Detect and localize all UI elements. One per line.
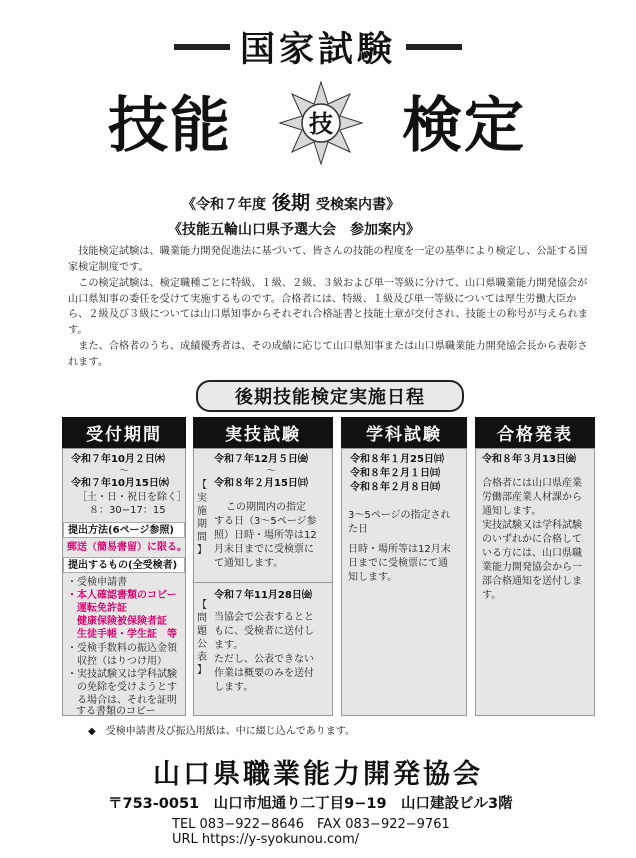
uketsuke-hours2: ８：30−17：15: [89, 505, 166, 516]
subtitle-big: 後期: [272, 192, 311, 214]
jitsugi-date2: 令和８年２月15日㈰: [214, 478, 308, 489]
column-uketsuke: [62, 448, 186, 716]
subtitle-line2: 《技能五輪山口県予選大会 参加案内》: [168, 222, 420, 238]
jitsugi-divider: [194, 582, 332, 583]
column-head-uketsuke: 受付期間: [62, 417, 186, 448]
uketsuke-date1: 令和７年10月２日㈭: [71, 454, 165, 465]
emblem-char: 技: [309, 110, 333, 138]
binding-note: ◆ 受検申請書及び振込用紙は、中に綴じ込んであります。: [88, 726, 355, 737]
jitsugi-desc1: 月末日までに受検票に: [214, 544, 314, 555]
items-band: [63, 557, 185, 573]
uketsuke-item: する書類のコピー: [76, 706, 156, 717]
uketsuke-item: 生徒手帳・学生証 等: [77, 629, 177, 640]
gakka-date: 令和８年２月１日㈰: [350, 468, 440, 479]
address: 〒753-0051 山口市旭通り二丁目9−19 山口建設ビル3階: [108, 796, 513, 812]
gokaku-desc: す。: [482, 590, 502, 601]
column-head-jitsugi: 実技試験: [193, 417, 333, 448]
kokka-text: 国家試験: [239, 30, 396, 70]
uketsuke-item: ・受検申請書: [67, 577, 127, 588]
jitsugi-desc2: ます。: [214, 640, 244, 651]
gakka-desc2: 知します。: [348, 572, 398, 583]
gakka-date: 令和８年２月８日㈰: [350, 482, 440, 493]
kokka-bar-left: [174, 44, 230, 50]
uketsuke-item: 運転免許証: [77, 603, 127, 614]
gakka-date: 令和８年１月25日㈰: [350, 454, 444, 465]
jitsugi-desc2: します。: [214, 682, 254, 693]
column-gokaku: [475, 448, 595, 716]
org-name: 山口県職業能力開発協会: [153, 759, 483, 790]
kokka-heading: [0, 24, 636, 70]
uketsuke-item: ・受検手数料の振込金領: [67, 643, 177, 654]
column-gakka: [341, 448, 467, 716]
gokaku-desc: 業能力開発協会から一: [482, 562, 582, 573]
skill-emblem-icon: [278, 80, 364, 166]
jitsugi-desc1: 照）日時・場所等は12: [214, 530, 317, 541]
uketsuke-item: る場合は、それを証明: [77, 695, 177, 706]
method-band: [63, 522, 185, 538]
column-jitsugi: [193, 448, 333, 716]
jitsugi-tilde: ～: [266, 466, 276, 477]
gakka-desc2: 日までに受検票にて通: [348, 558, 448, 569]
intro-paragraph-3: また、合格者のうち、成績優秀者は、その成績に応じて山口県知事または山口県職業能力開発協会長から表彰されます。: [68, 341, 588, 368]
column-head-gokaku: 合格発表: [475, 417, 595, 448]
uketsuke-item: の免除を受けようとす: [77, 682, 177, 693]
uketsuke-item: 健康保険被保険者証: [77, 616, 167, 627]
uketsuke-items-head: 提出するもの(全受検者): [68, 560, 178, 571]
jitsugi-desc1: この期間内の指定: [226, 502, 306, 513]
uketsuke-date2: 令和７年10月15日㈬: [71, 478, 169, 489]
uketsuke-tilde: ～: [119, 466, 129, 477]
title-left: 技能: [108, 91, 232, 161]
uketsuke-method: 提出方法(6ページ参照): [68, 525, 174, 536]
jitsugi-desc1: て通知します。: [214, 558, 284, 569]
gakka-desc1: た日: [348, 524, 368, 535]
title-right: 検定: [402, 91, 526, 161]
gokaku-desc: 実技試験又は学科試験: [482, 520, 582, 531]
kokka-bar-right: [406, 44, 462, 50]
intro-paragraph-1: 技能検定試験は、職業能力開発促進法に基づいて、皆さんの技能の程度を一定の基準により検定し、公証する国家検定制度です。: [68, 246, 588, 273]
tel-fax: TEL 083−922−8646 FAX 083−922−9761: [172, 817, 450, 832]
uketsuke-item: ・本人確認書類のコピー: [67, 590, 177, 601]
uketsuke-item: ・実技試験又は学科試験: [67, 669, 177, 680]
uketsuke-method-note: 郵送（簡易書留）に限る。: [67, 542, 187, 553]
uketsuke-hours1: ［土・日・祝日を除く］: [77, 492, 187, 503]
gokaku-desc: のいずれかに合格して: [482, 534, 582, 545]
jitsugi-date1: 令和７年12月５日㈮: [214, 454, 308, 465]
jitsugi-desc2: 当協会で公表するとと: [214, 612, 314, 623]
jitsugi-desc2: 作業は概要のみを送付: [214, 668, 314, 679]
subtitle-post: 受検案内書》: [316, 197, 401, 213]
gakka-desc1: 3～5ページの指定され: [348, 510, 451, 521]
gokaku-desc: 通知します。: [482, 506, 542, 517]
jitsugi-date3: 令和７年11月28日㈮: [214, 590, 312, 601]
intro-paragraph-2: この検定試験は、検定職種ごとに特級、１級、２級、３級および単一等級に分けて、山口県職業能力開発協会が山口県知事の委任を受けて実施するものです。合格者には、特級、１級及び単一等級については厚生労働大臣から、２級及び３級については山口県知事からそれぞれ合格証書と技能士章が交付され、技能士の称号が与えられます。: [68, 278, 588, 336]
jitsugi-desc2: もに、受検者に送付し: [214, 626, 314, 637]
gokaku-desc: いる方には、山口県職: [482, 548, 582, 559]
subtitle-pre: 《令和７年度: [182, 197, 266, 213]
gakka-desc2: 日時・場所等は12月末: [348, 544, 451, 555]
schedule-title: 後期技能検定実施日程: [196, 380, 464, 412]
column-head-gakka: 学科試験: [341, 417, 467, 448]
gokaku-date: 令和８年３月13日㈮: [482, 454, 576, 465]
gokaku-desc: 合格者には山口県産業: [482, 478, 582, 489]
uketsuke-item: 収控（はりつけ用）: [77, 656, 167, 667]
jitsugi-vtab-problem: 【 問 題 公 表 】: [197, 600, 207, 676]
jitsugi-vtab-period: 【 実 施 期 間 】: [197, 480, 207, 556]
jitsugi-desc1: する日（3～5ページ参: [214, 516, 317, 527]
gokaku-desc: 部合格通知を送付しま: [482, 576, 582, 587]
website-link[interactable]: URL https://y-syokunou.com/: [172, 832, 360, 847]
jitsugi-desc2: ただし、公表できない: [214, 654, 314, 665]
subtitle-line1: [182, 188, 400, 215]
gokaku-desc: 労働部産業人材課から: [482, 492, 582, 503]
